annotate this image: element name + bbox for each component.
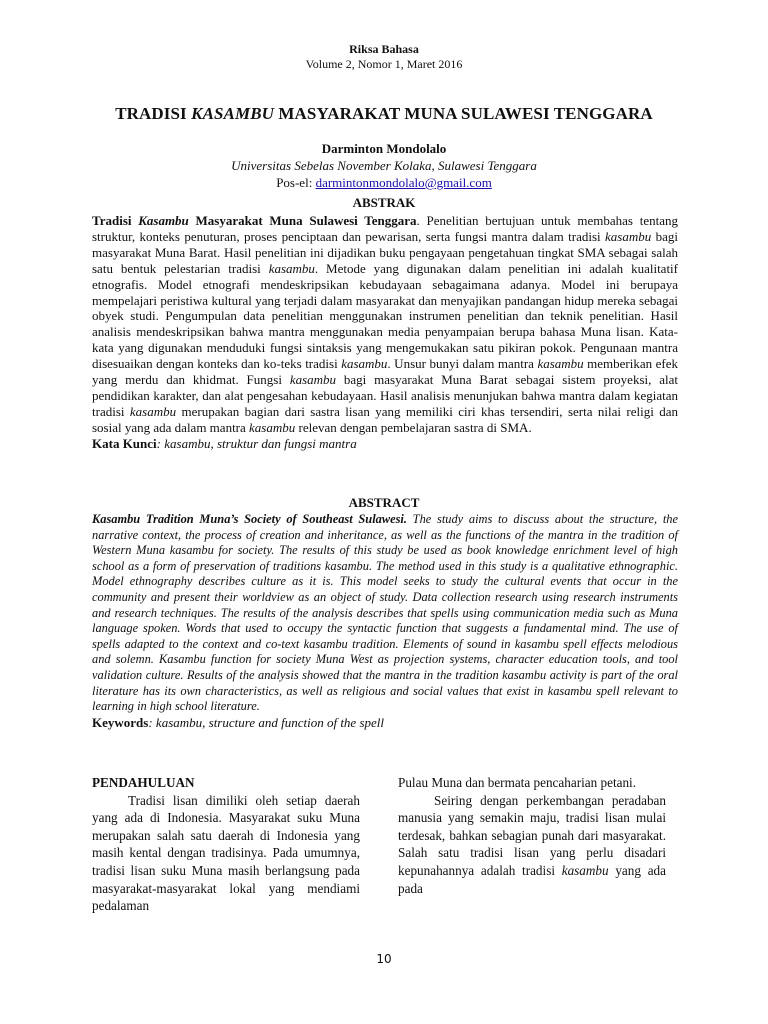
- paper-title: [40, 104, 728, 124]
- abstrak-term-3: kasambu: [341, 356, 388, 372]
- abstract-text: The study aims to discuss about the structure, the narrative context, the process of creation and inheritance, as well as the functions of the mantra in the tradition of Western Muna kasambu for society. The results of this study be used as book knowledge enrichment level of high school as a form of preservation of traditions kasambu. The method used in this study is a qualitative ethnographic. Model ethnography describes culture as it is. This model seeks to study the cultural events that occur in the community and present their worldview as an object of study. Data collection research using research instruments and research techniques. The results of the analysis describes that spells using communication media such as Muna language spoken. Words that used to occupy the syntactic function that suggests a fundamental mind. The use of spells adapted to the context and co-text kasambu tradition. Elements of sound in kasambu spell effects melodious and solemn. Kasambu function for society Muna West as projection systems, character education tools, and tool validation culture. Results of the analysis showed that the mantra in the tradition kasambu activity is part of the oral literature has its own characteristics, as well as religious and social values that exist in kasambu spell relevant to learning in high school literature.: [92, 512, 678, 714]
- abstrak-text-6: bagi masyarakat Muna Barat sebagai sistem proyeksi, alat pendidikan karakter, dan alat pengesahan kebudayaan. Hasil analisis menunjukan bahwa mantra dalam kegiatan tradisi: [92, 372, 678, 419]
- abstrak-term-2: kasambu: [268, 260, 315, 276]
- abstract-heading: ABSTRACT: [348, 495, 420, 510]
- page-number: 10: [376, 952, 392, 966]
- abstract-body: [92, 512, 678, 731]
- journal-header: [0, 42, 768, 72]
- title-italic: KASAMBU: [191, 104, 275, 123]
- author-name: Darminton Mondolalo: [321, 141, 447, 156]
- abstrak-term-4: kasambu: [537, 356, 584, 372]
- abstrak-title-b: Kasambu: [138, 213, 189, 228]
- author-affiliation: Universitas Sebelas November Kolaka, Sulawesi Tenggara: [231, 158, 537, 173]
- section-heading: PENDAHULUAN: [92, 775, 195, 790]
- email-label: Pos-el:: [276, 175, 316, 190]
- abstrak-title-c: Masyarakat Muna Sulawesi Tenggara: [188, 213, 417, 228]
- abstrak-term-6: kasambu: [129, 403, 177, 419]
- journal-name: Riksa Bahasa: [349, 42, 419, 56]
- abstrak-text-8: relevan dengan pembelajaran sastra di SMA.: [295, 419, 532, 435]
- abstrak-text-4: . Unsur bunyi dalam mantra: [387, 356, 538, 372]
- intro-paragraph-2: [398, 792, 666, 898]
- abstrak-term-7: kasambu: [249, 419, 296, 435]
- abstrak-term-1: kasambu: [605, 228, 652, 244]
- journal-issue: Volume 2, Nomor 1, Maret 2016: [305, 57, 463, 71]
- intro-paragraph-1: Tradisi lisan dimiliki oleh setiap daerah yang ada di Indonesia. Masyarakat suku Muna merupakan salah satu daerah di Indonesia yang masih kental dengan tradisinya. Pada umumnya, tradisi lisan suku Muna masih berlangsung pada masyarakat-masyarakat lokal yang mendiami pedalaman: [92, 792, 360, 914]
- abstract-keywords-text: : kasambu, structure and function of the spell: [148, 714, 385, 730]
- title-suffix: MASYARAKAT MUNA SULAWESI TENGGARA: [274, 104, 653, 123]
- abstrak-text-7: merupakan bagian dari sastra lisan yang memiliki ciri khas tersendiri, serta nilai religi dan sosial yang ada dalam mantra: [92, 403, 678, 435]
- abstrak-text-3: . Metode yang digunakan dalam penelitian ini adalah kualitatif etnografis. Model etnografi mendeskripsikan kebudayaan sebagaimana adanya. Model ini berupaya mempelajari peristiwa kultural yang terjadi dalam masyarakat dan menyajikan pandangan hidup mereka sebagai obyek studi. Pengumpulan data penelitian menggunakan instrumen penelitian dan teknik penelitian. Hasil analisis mendeskripsikan bahwa mantra menggunakan media penyampaian berupa bahasa Muna lisan. Kata-kata yang digunakan menduduki fungsi sintaksis yang mengemukakan satu pikiran pokok. Pengunaan mantra disesuaikan dengan konteks dan ko-teks tradisi: [92, 260, 678, 372]
- abstrak-text-2: bagi masyarakat Muna Barat. Hasil penelitian ini dijadikan buku pengayaan pengetahuan tingkat SMA sebagai salah satu bentuk pelestarian tradisi: [92, 228, 678, 276]
- author-email-line: [0, 174, 768, 191]
- abstrak-keywords: [92, 436, 357, 451]
- intro-p2-term: kasambu: [561, 862, 609, 878]
- left-column: [92, 774, 360, 915]
- right-column: [398, 774, 666, 897]
- abstrak-heading: ABSTRAK: [352, 195, 416, 210]
- abstrak-title-a: Tradisi: [92, 213, 139, 228]
- email-link[interactable]: darmintonmondolalo@gmail.com: [315, 175, 492, 190]
- abstrak-term-5: kasambu: [289, 372, 337, 388]
- abstrak-text-5: memberikan efek yang merdu dan khidmat. Fungsi: [92, 356, 679, 388]
- intro-p2-text-a: Seiring dengan perkembangan peradaban manusia yang semakin maju, tradisi lisan mulai terdesak, bahkan sebagian punah dari masyarakat. Salah satu tradisi lisan yang perlu disadari kepunahannya adalah tradisi: [398, 792, 666, 878]
- abstract-keywords-label: Keywords: [92, 714, 149, 730]
- title-prefix: TRADISI: [115, 104, 192, 123]
- intro-p2-text-b: yang ada pada: [398, 862, 666, 896]
- abstrak-keywords-label: Kata Kunci: [92, 435, 157, 451]
- abstrak-text-1: . Penelitian bertujuan untuk membahas tentang struktur, konteks penuturan, proses penciptaan dan pewarisan, serta fungsi mantra dalam tradisi: [92, 213, 678, 244]
- intro-paragraph-1-cont: Pulau Muna dan bermata pencaharian petani.: [398, 775, 637, 790]
- author-block: [0, 140, 768, 191]
- abstrak-body: [92, 213, 678, 452]
- abstract-keywords: [92, 715, 384, 730]
- abstrak-keywords-text: : kasambu, struktur dan fungsi mantra: [156, 435, 357, 451]
- abstract-title: Kasambu Tradition Muna’s Society of Southeast Sulawesi.: [92, 512, 407, 526]
